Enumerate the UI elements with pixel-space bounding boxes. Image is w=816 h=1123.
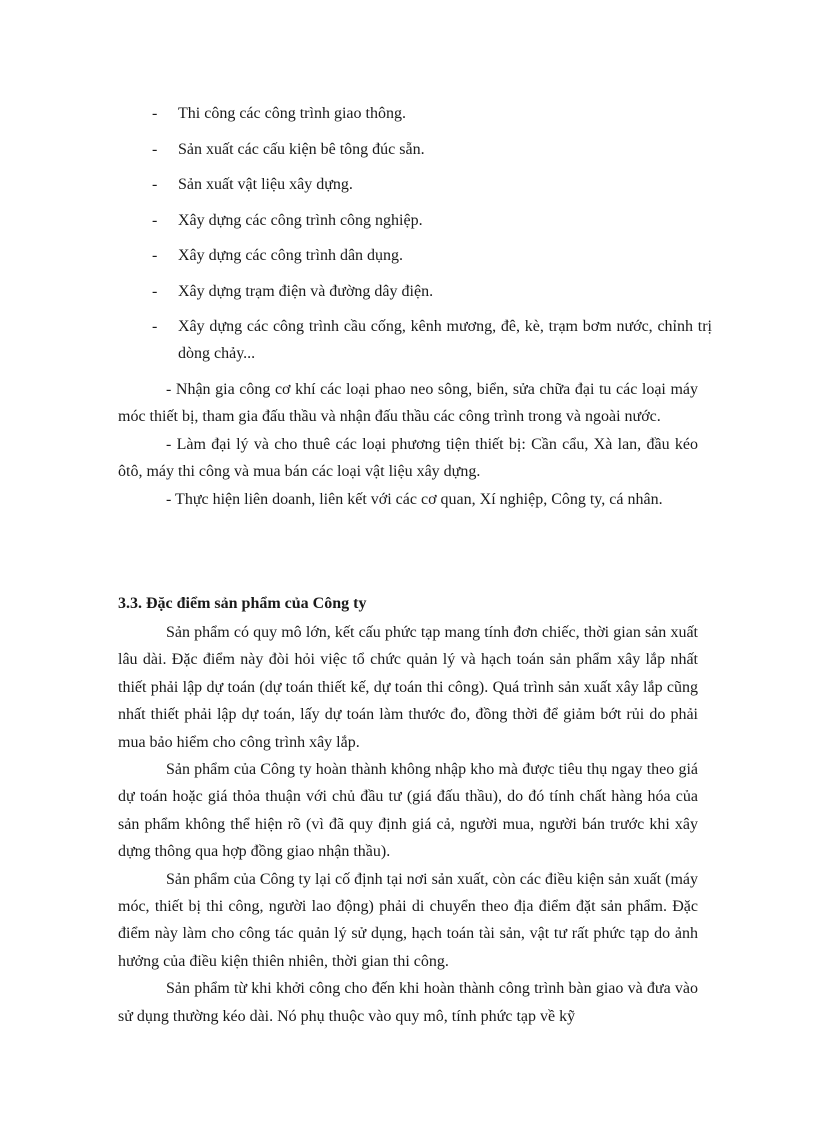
list-item-text: Xây dựng các công trình công nghiệp. (178, 211, 423, 229)
list-item-text: Sản xuất vật liệu xây dựng. (178, 176, 353, 193)
body-paragraph: Sản phẩm của Công ty lại cố định tại nơi sản xuất, còn các điều kiện sản xuất (máy móc, thiết bị thi công, người lao động) phải di chuyển theo địa điểm đặt sản phẩm. Đặc điểm này làm cho công tác quản lý sử dụng, hạch toán tài sản, vật tư rất phức tạp do ảnh hưởng của điều kiện thiên nhiên, thời gian thi công. (118, 870, 698, 970)
list-item (152, 171, 712, 198)
list-item-text: Thi công các công trình giao thông. (178, 105, 406, 122)
section-heading: 3.3. Đặc điểm sản phẩm của Công ty (118, 595, 367, 612)
list-item (152, 278, 712, 305)
list-item (152, 242, 712, 269)
list-item-text: Xây dựng các công trình dân dụng. (178, 247, 404, 264)
list-item-text: Xây dựng các công trình cầu cống, kênh mương, đê, kè, trạm bơm nước, chỉnh trị dòng chảy... (178, 318, 712, 362)
bullet-dash: - (152, 318, 158, 335)
service-paragraph: - Thực hiện liên doanh, liên kết với các cơ quan, Xí nghiệp, Công ty, cá nhân. (166, 490, 663, 508)
service-paragraph: - Nhận gia công cơ khí các loại phao neo sông, biển, sửa chữa đại tu các loại máy móc thiết bị, tham gia đấu thầu và nhận đấu thầu các công trình trong và ngoài nước. (118, 381, 698, 426)
bullet-dash: - (152, 282, 158, 300)
body-paragraph: Sản phẩm có quy mô lớn, kết cấu phức tạp mang tính đơn chiếc, thời gian sản xuất lâu dài. Đặc điểm này đòi hỏi việc tổ chức quản lý và hạch toán sản phẩm xây lắp nhất thiết phải lập dự toán (dự toán thiết kế, dự toán thi công). Quá trình sản xuất xây lắp cũng nhất thiết phải lập dự toán, lấy dự toán làm thước đo, đồng thời để giảm bớt rủi do phải mua bảo hiểm cho công trình xây lắp. (118, 624, 698, 751)
service-paragraph: - Làm đại lý và cho thuê các loại phương tiện thiết bị: Cần cẩu, Xà lan, đầu kéo ôtô, máy thi công và mua bán các loại vật liệu xây dựng. (118, 435, 698, 481)
list-item-text: Xây dựng trạm điện và đường dây điện. (178, 282, 434, 300)
list-item-text: Sản xuất các cấu kiện bê tông đúc sẵn. (178, 140, 425, 158)
body-paragraph: Sản phẩm từ khi khởi công cho đến khi hoàn thành công trình bàn giao và đưa vào sử dụng thường kéo dài. Nó phụ thuộc vào quy mô, tính phức tạp về kỹ (118, 980, 698, 1025)
bullet-dash: - (152, 140, 158, 158)
section-product-characteristics (118, 590, 698, 1030)
body-paragraph: Sản phẩm của Công ty hoàn thành không nhập kho mà được tiêu thụ ngay theo giá dự toán hoặc giá thỏa thuận với chủ đầu tư (giá đấu thầu), do đó tính chất hàng hóa của sản phẩm không thể hiện rõ (vì đã quy định giá cả, người mua, người bán trước khi xây dựng thông qua hợp đồng giao nhận thầu). (118, 761, 698, 861)
list-item (152, 313, 712, 367)
list-item (152, 207, 712, 234)
list-item (152, 136, 712, 163)
list-item (152, 100, 712, 127)
bullet-dash: - (152, 247, 158, 264)
bullet-dash: - (152, 105, 158, 122)
bullet-dash: - (152, 211, 158, 229)
services-block (118, 376, 698, 513)
activity-list (152, 100, 712, 376)
bullet-dash: - (152, 176, 158, 193)
